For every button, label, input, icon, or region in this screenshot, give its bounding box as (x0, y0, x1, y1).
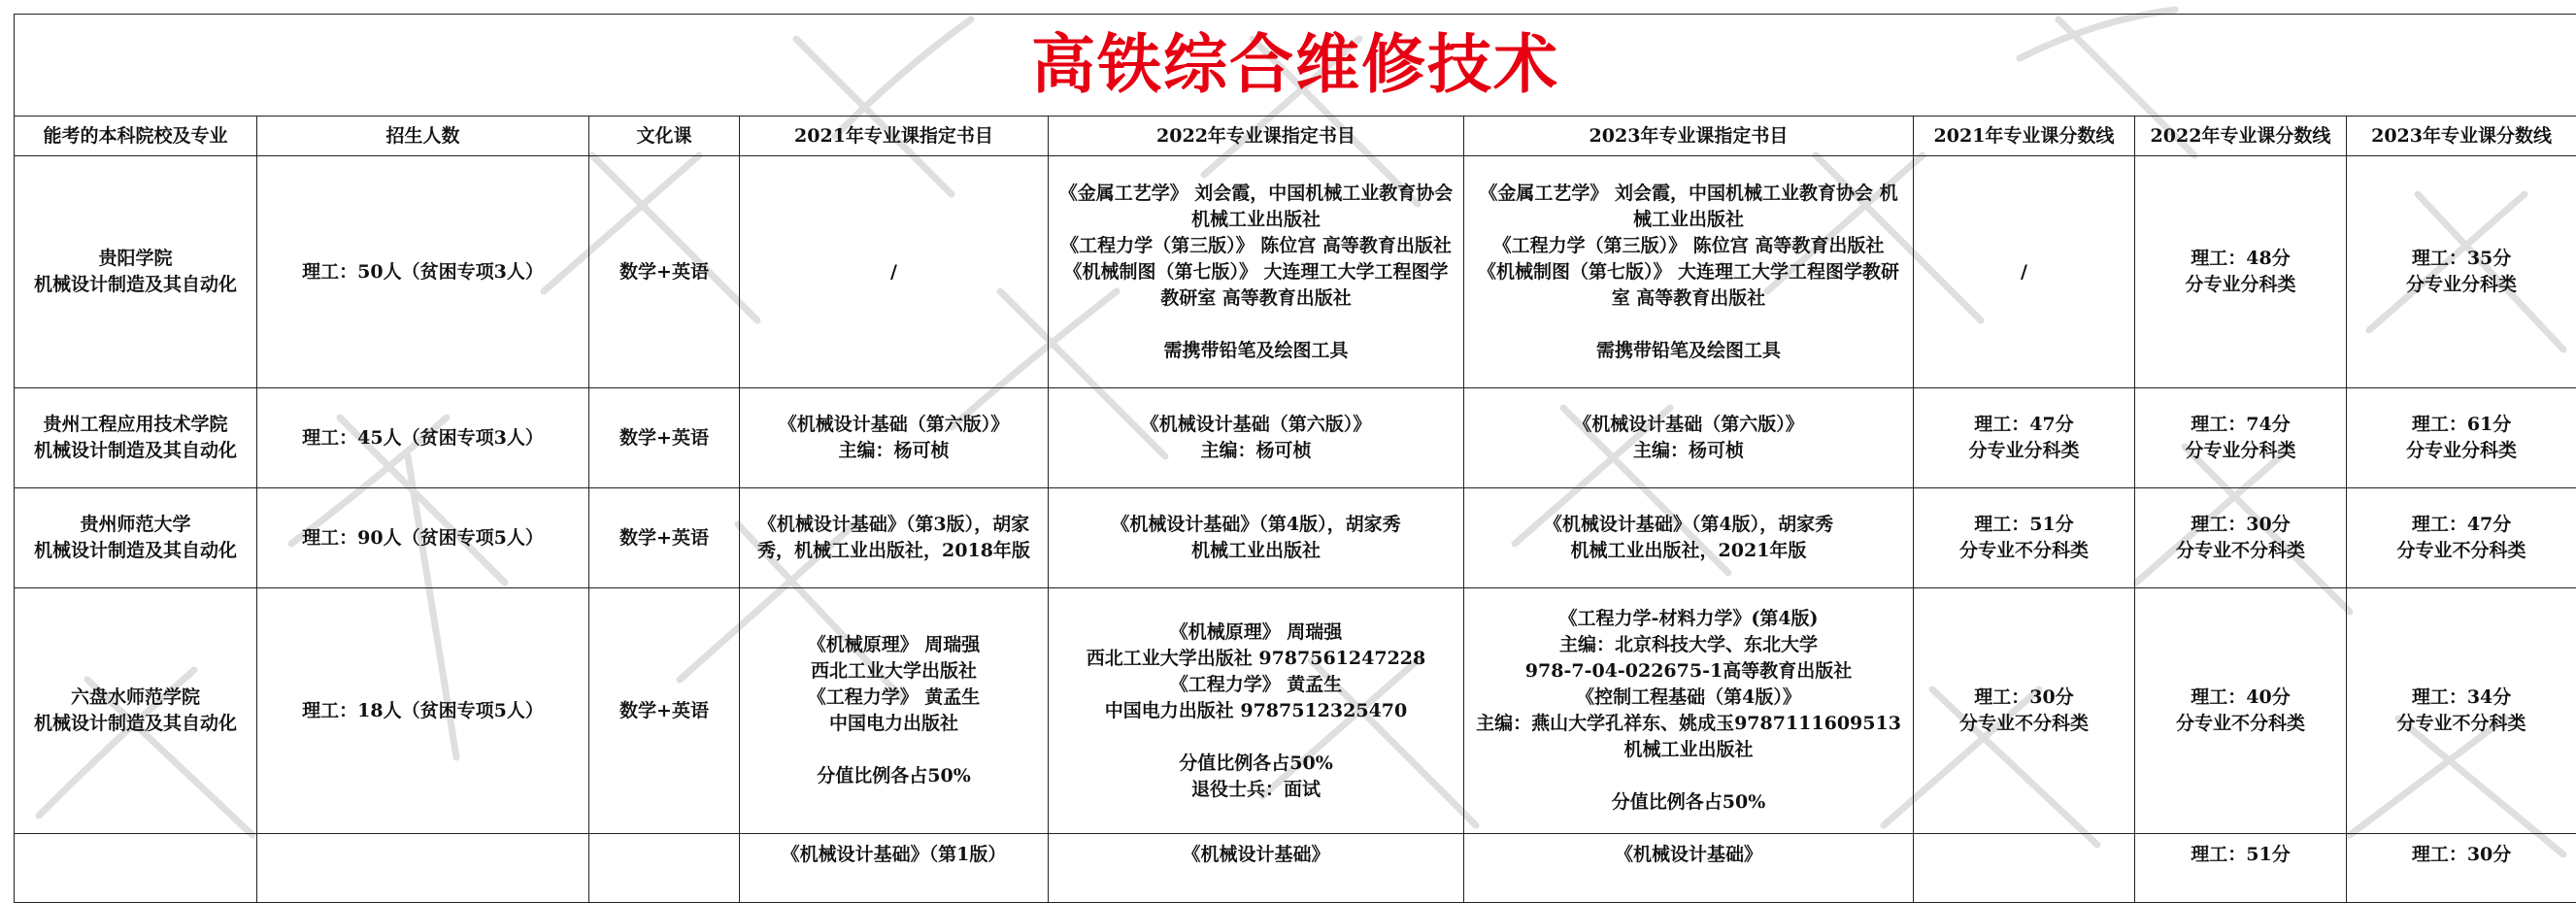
score-2021-cell: 理工：47分 分专业分科类 (1914, 388, 2135, 488)
culture-cell (589, 834, 740, 903)
enroll-cell: 理工：45人（贫困专项3人） (257, 388, 589, 488)
books-2022-cell: 《机械设计基础》 (1049, 834, 1464, 903)
column-header: 2023年专业课分数线 (2347, 117, 2576, 156)
school-cell (15, 834, 257, 903)
table-row (15, 156, 2576, 388)
books-2022-cell: 《金属工艺学》 刘会霞，中国机械工业教育协会 机械工业出版社 《工程力学（第三版）》 陈位宫 高等教育出版社 《机械制图（第七版）》 大连理工大学工程图学教研室 高等教育出版社 需携带铅笔及绘图工具 (1049, 156, 1464, 388)
admissions-table (14, 14, 2576, 903)
score-2022-cell: 理工：48分 分专业分科类 (2135, 156, 2347, 388)
column-header: 2022年专业课分数线 (2135, 117, 2347, 156)
column-header: 文化课 (589, 117, 740, 156)
books-2022-cell: 《机械设计基础（第六版）》 主编：杨可桢 (1049, 388, 1464, 488)
school-cell: 六盘水师范学院 机械设计制造及其自动化 (15, 588, 257, 834)
column-header: 2023年专业课指定书目 (1464, 117, 1914, 156)
table-row (15, 388, 2576, 488)
books-2022-cell: 《机械原理》 周瑞强 西北工业大学出版社 9787561247228 《工程力学》 黄孟生 中国电力出版社 9787512325470 分值比例各占50% 退役士兵：面试 (1049, 588, 1464, 834)
culture-cell: 数学+英语 (589, 488, 740, 588)
culture-cell: 数学+英语 (589, 388, 740, 488)
column-header: 2022年专业课指定书目 (1049, 117, 1464, 156)
table-row (15, 834, 2576, 903)
score-2021-cell: 理工：51分 分专业不分科类 (1914, 488, 2135, 588)
books-2023-cell: 《机械设计基础（第六版）》 主编：杨可桢 (1464, 388, 1914, 488)
score-2023-cell: 理工：35分 分专业分科类 (2347, 156, 2576, 388)
books-2021-cell: 《机械原理》 周瑞强 西北工业大学出版社 《工程力学》 黄孟生 中国电力出版社 分值比例各占50% (740, 588, 1049, 834)
books-2021-cell: / (740, 156, 1049, 388)
score-2023-cell: 理工：34分 分专业不分科类 (2347, 588, 2576, 834)
score-2023-cell: 理工：47分 分专业不分科类 (2347, 488, 2576, 588)
score-2021-cell: 理工：30分 分专业不分科类 (1914, 588, 2135, 834)
books-2023-cell: 《工程力学-材料力学》(第4版) 主编：北京科技大学、东北大学 978-7-04-022675-1高等教育出版社 《控制工程基础（第4版）》 主编：燕山大学孔祥东、姚成玉9787111609513 机械工业出版社 分值比例各占50% (1464, 588, 1914, 834)
score-2023-cell: 理工：61分 分专业分科类 (2347, 388, 2576, 488)
column-header: 2021年专业课分数线 (1914, 117, 2135, 156)
enroll-cell (257, 834, 589, 903)
page-title: 高铁综合维修技术 (15, 15, 2576, 117)
score-2021-cell: / (1914, 156, 2135, 388)
enroll-cell: 理工：90人（贫困专项5人） (257, 488, 589, 588)
school-cell: 贵州工程应用技术学院 机械设计制造及其自动化 (15, 388, 257, 488)
column-header: 招生人数 (257, 117, 589, 156)
score-2021-cell (1914, 834, 2135, 903)
score-2022-cell: 理工：40分 分专业不分科类 (2135, 588, 2347, 834)
table-row (15, 588, 2576, 834)
books-2022-cell: 《机械设计基础》（第4版），胡家秀 机械工业出版社 (1049, 488, 1464, 588)
table-row (15, 488, 2576, 588)
score-2022-cell: 理工：30分 分专业不分科类 (2135, 488, 2347, 588)
column-header: 能考的本科院校及专业 (15, 117, 257, 156)
score-2022-cell: 理工：74分 分专业分科类 (2135, 388, 2347, 488)
score-2023-cell: 理工：30分 (2347, 834, 2576, 903)
books-2021-cell: 《机械设计基础》（第3版），胡家秀，机械工业出版社，2018年版 (740, 488, 1049, 588)
books-2023-cell: 《机械设计基础》 (1464, 834, 1914, 903)
books-2023-cell: 《金属工艺学》 刘会霞，中国机械工业教育协会 机械工业出版社 《工程力学（第三版）》 陈位宫 高等教育出版社 《机械制图（第七版）》 大连理工大学工程图学教研室 高等教育出版社 需携带铅笔及绘图工具 (1464, 156, 1914, 388)
books-2023-cell: 《机械设计基础》（第4版），胡家秀 机械工业出版社，2021年版 (1464, 488, 1914, 588)
enroll-cell: 理工：50人（贫困专项3人） (257, 156, 589, 388)
culture-cell: 数学+英语 (589, 156, 740, 388)
books-2021-cell: 《机械设计基础》（第1版） (740, 834, 1049, 903)
school-cell: 贵州师范大学 机械设计制造及其自动化 (15, 488, 257, 588)
score-2022-cell: 理工：51分 (2135, 834, 2347, 903)
header-row (15, 117, 2576, 156)
column-header: 2021年专业课指定书目 (740, 117, 1049, 156)
school-cell: 贵阳学院 机械设计制造及其自动化 (15, 156, 257, 388)
books-2021-cell: 《机械设计基础（第六版）》 主编：杨可桢 (740, 388, 1049, 488)
culture-cell: 数学+英语 (589, 588, 740, 834)
enroll-cell: 理工：18人（贫困专项5人） (257, 588, 589, 834)
